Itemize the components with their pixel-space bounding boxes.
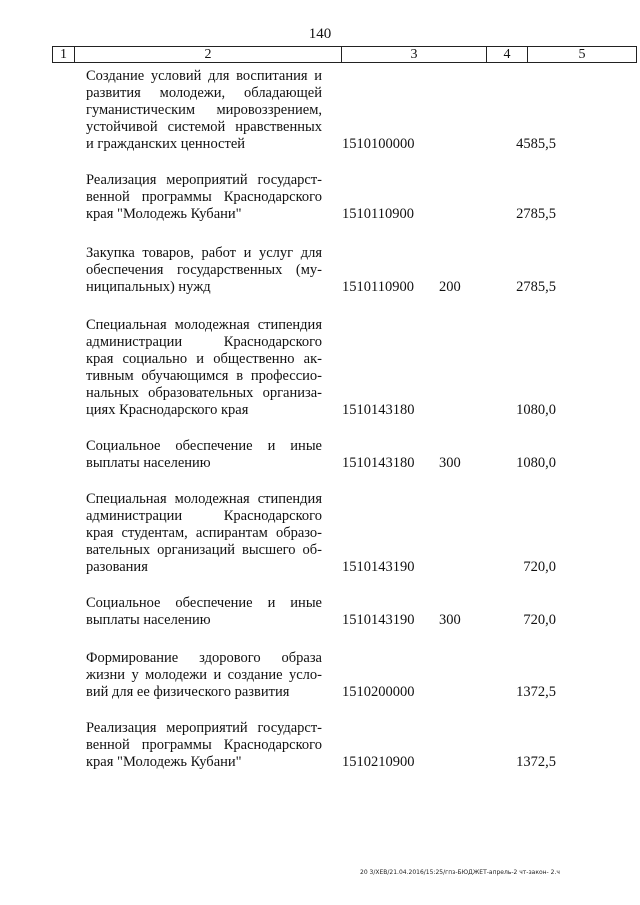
row-amount: 4585,5 (516, 136, 556, 152)
description-line: разования (86, 559, 148, 575)
column-header-row (53, 47, 637, 63)
description-line: Социальное обеспечение и иные (86, 595, 322, 611)
row-description (86, 595, 322, 629)
row-description (86, 491, 322, 576)
row-code: 1510110900 (342, 279, 414, 295)
description-line: Создание условий для воспитания и (86, 68, 322, 84)
row-amount: 1080,0 (516, 455, 556, 471)
description-line: венной программы Краснодарского (86, 737, 322, 753)
column-header-table (52, 46, 637, 63)
row-expense-type: 300 (439, 455, 461, 471)
column-header-3: 3 (342, 47, 487, 63)
description-line: вий для ее физического развития (86, 684, 290, 700)
page-number: 140 (308, 26, 332, 42)
row-code: 1510143180 (342, 402, 415, 418)
description-line: гуманистическим мировоззрением, (86, 102, 322, 118)
description-line: Реализация мероприятий государст- (86, 720, 322, 736)
description-line: циях Краснодарского края (86, 402, 249, 418)
row-code: 1510143190 (342, 612, 415, 628)
column-header-4: 4 (487, 47, 528, 63)
row-amount: 2785,5 (516, 279, 556, 295)
description-line: развития молодежи, обладающей (86, 85, 322, 101)
description-line: выплаты населению (86, 455, 211, 471)
row-amount: 1372,5 (516, 684, 556, 700)
row-code: 1510210900 (342, 754, 415, 770)
description-line: администрации Краснодарского (86, 508, 322, 524)
row-code: 1510143180 (342, 455, 415, 471)
description-line: Социальное обеспечение и иные (86, 438, 322, 454)
row-expense-type: 300 (439, 612, 461, 628)
row-amount: 1372,5 (516, 754, 556, 770)
description-line: Реализация мероприятий государст- (86, 172, 322, 188)
description-line: тивным обучающимся в профессио- (86, 368, 322, 384)
description-line: Формирование здорового образа (86, 650, 322, 666)
description-line: Специальная молодежная стипендия (86, 317, 322, 333)
row-amount: 720,0 (523, 612, 556, 628)
description-line: венной программы Краснодарского (86, 189, 322, 205)
row-amount: 2785,5 (516, 206, 556, 222)
description-line: обеспечения государственных (му- (86, 262, 322, 278)
description-line: Специальная молодежная стипендия (86, 491, 322, 507)
row-description (86, 317, 322, 419)
row-amount: 720,0 (523, 559, 556, 575)
description-line: края "Молодежь Кубани" (86, 206, 242, 222)
column-header-2: 2 (75, 47, 342, 63)
row-description (86, 650, 322, 701)
row-code: 1510143190 (342, 559, 415, 575)
description-line: администрации Краснодарского (86, 334, 322, 350)
row-code: 1510200000 (342, 684, 415, 700)
row-description (86, 68, 322, 153)
footer-note: 20 3/ХЕВ/21.04.2016/15:25/гпз-БЮДЖЕТ-апрель-2 чт-закон- 2.ч (360, 869, 560, 876)
description-line: выплаты населению (86, 612, 211, 628)
column-header-1: 1 (53, 47, 75, 63)
row-description (86, 245, 322, 296)
row-description (86, 172, 322, 223)
description-line: края студентам, аспирантам образо- (86, 525, 322, 541)
row-expense-type: 200 (439, 279, 461, 295)
row-code: 1510100000 (342, 136, 415, 152)
description-line: устойчивой системой нравственных (86, 119, 322, 135)
description-line: края социально и общественно ак- (86, 351, 322, 367)
description-line: и гражданских ценностей (86, 136, 246, 152)
description-line: края "Молодежь Кубани" (86, 754, 242, 770)
description-line: Закупка товаров, работ и услуг для (86, 245, 322, 261)
description-line: нальных образовательных организа- (86, 385, 322, 401)
row-description (86, 438, 322, 472)
row-code: 1510110900 (342, 206, 414, 222)
description-line: вательных организаций высшего об- (86, 542, 322, 558)
row-description (86, 720, 322, 771)
description-line: ниципальных) нужд (86, 279, 211, 295)
row-amount: 1080,0 (516, 402, 556, 418)
description-line: жизни у молодежи и создание усло- (86, 667, 322, 683)
column-header-5: 5 (528, 47, 637, 63)
